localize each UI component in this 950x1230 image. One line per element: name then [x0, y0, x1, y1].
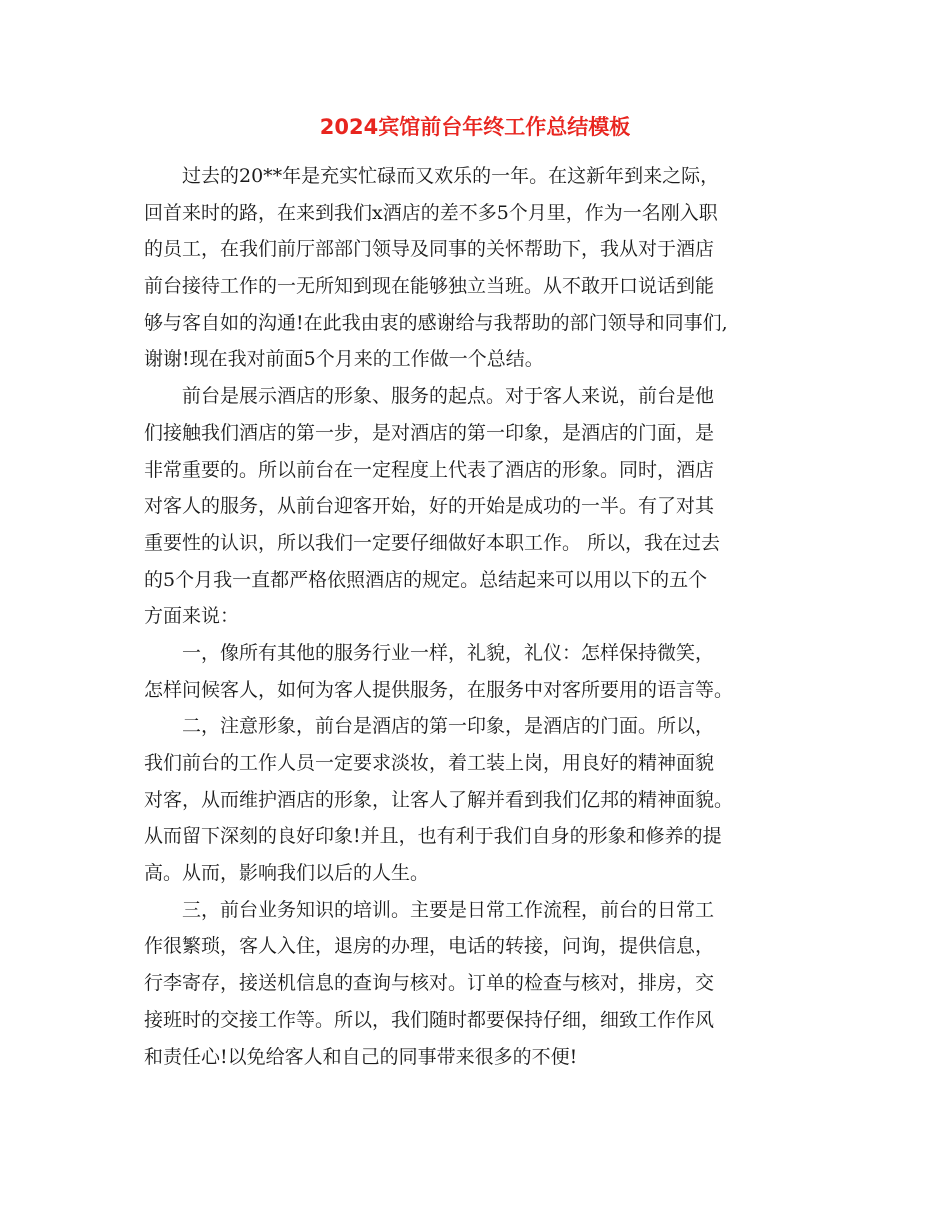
paragraph-line: 从而留下深刻的良好印象!并且，也有利于我们自身的形象和修养的提 [144, 825, 722, 848]
document-title: 2024宾馆前台年终工作总结模板 [319, 115, 631, 139]
document-body [144, 158, 814, 1075]
paragraph-line: 重要性的认识，所以我们一定要仔细做好本职工作。 所以，我在过去 [144, 531, 721, 554]
paragraph-line: 对客，从而维护酒店的形象，让客人了解并看到我们亿邦的精神面貌。 [144, 788, 734, 811]
paragraph-line: 的员工，在我们前厅部部门领导及同事的关怀帮助下，我从对于酒店 [144, 238, 715, 261]
paragraph-line: 们接触我们酒店的第一步，是对酒店的第一印象，是酒店的门面，是 [144, 421, 715, 444]
paragraph-line: 怎样问候客人，如何为客人提供服务，在服务中对客所要用的语言等。 [144, 678, 734, 701]
paragraph-line: 非常重要的。所以前台在一定程度上代表了酒店的形象。同时，酒店 [144, 458, 715, 481]
paragraph-line: 够与客自如的沟通!在此我由衷的感谢给与我帮助的部门领导和同事们, [144, 311, 728, 334]
paragraph-line: 过去的20**年是充实忙碌而又欢乐的一年。在这新年到来之际， [182, 165, 720, 187]
paragraph-line: 我们前台的工作人员一定要求淡妆，着工装上岗，用良好的精神面貌 [144, 752, 715, 774]
paragraph-line: 作很繁琐，客人入住，退房的办理，电话的转接，问询，提供信息， [144, 935, 715, 958]
paragraph-line: 和责任心!以免给客人和自己的同事带来很多的不便! [144, 1045, 578, 1068]
paragraph-5 [144, 892, 814, 1075]
paragraph-line: 前台是展示酒店的形象、服务的起点。对于客人来说，前台是他 [182, 385, 715, 408]
paragraph-line: 回首来时的路，在来到我们x酒店的差不多5个月里，作为一名刚入职 [144, 201, 718, 224]
paragraph-2 [144, 378, 814, 635]
paragraph-line: 三，前台业务知识的培训。主要是日常工作流程，前台的日常工 [182, 898, 715, 921]
paragraph-line: 二，注意形象，前台是酒店的第一印象，是酒店的门面。所以， [182, 715, 715, 738]
paragraph-4 [144, 708, 814, 891]
paragraph-line: 的5个月我一直都严格依照酒店的规定。总结起来可以用以下的五个 [144, 568, 708, 591]
paragraph-line: 行李寄存，接送机信息的查询与核对。订单的检查与核对，排房，交 [144, 972, 715, 995]
paragraph-line: 谢谢!现在我对前面5个月来的工作做一个总结。 [144, 348, 544, 371]
paragraph-line: 接班时的交接工作等。所以，我们随时都要保持仔细，细致工作作风 [144, 1008, 715, 1031]
paragraph-line: 对客人的服务，从前台迎客开始，好的开始是成功的一半。有了对其 [144, 495, 715, 518]
paragraph-line: 一，像所有其他的服务行业一样，礼貌，礼仪：怎样保持微笑， [182, 641, 715, 664]
paragraph-3 [144, 635, 814, 708]
paragraph-line: 前台接待工作的一无所知到现在能够独立当班。从不敢开口说话到能 [144, 275, 715, 298]
paragraph-line: 高。从而，影响我们以后的人生。 [144, 862, 430, 885]
paragraph-1 [144, 158, 814, 378]
paragraph-line: 方面来说： [144, 605, 240, 628]
